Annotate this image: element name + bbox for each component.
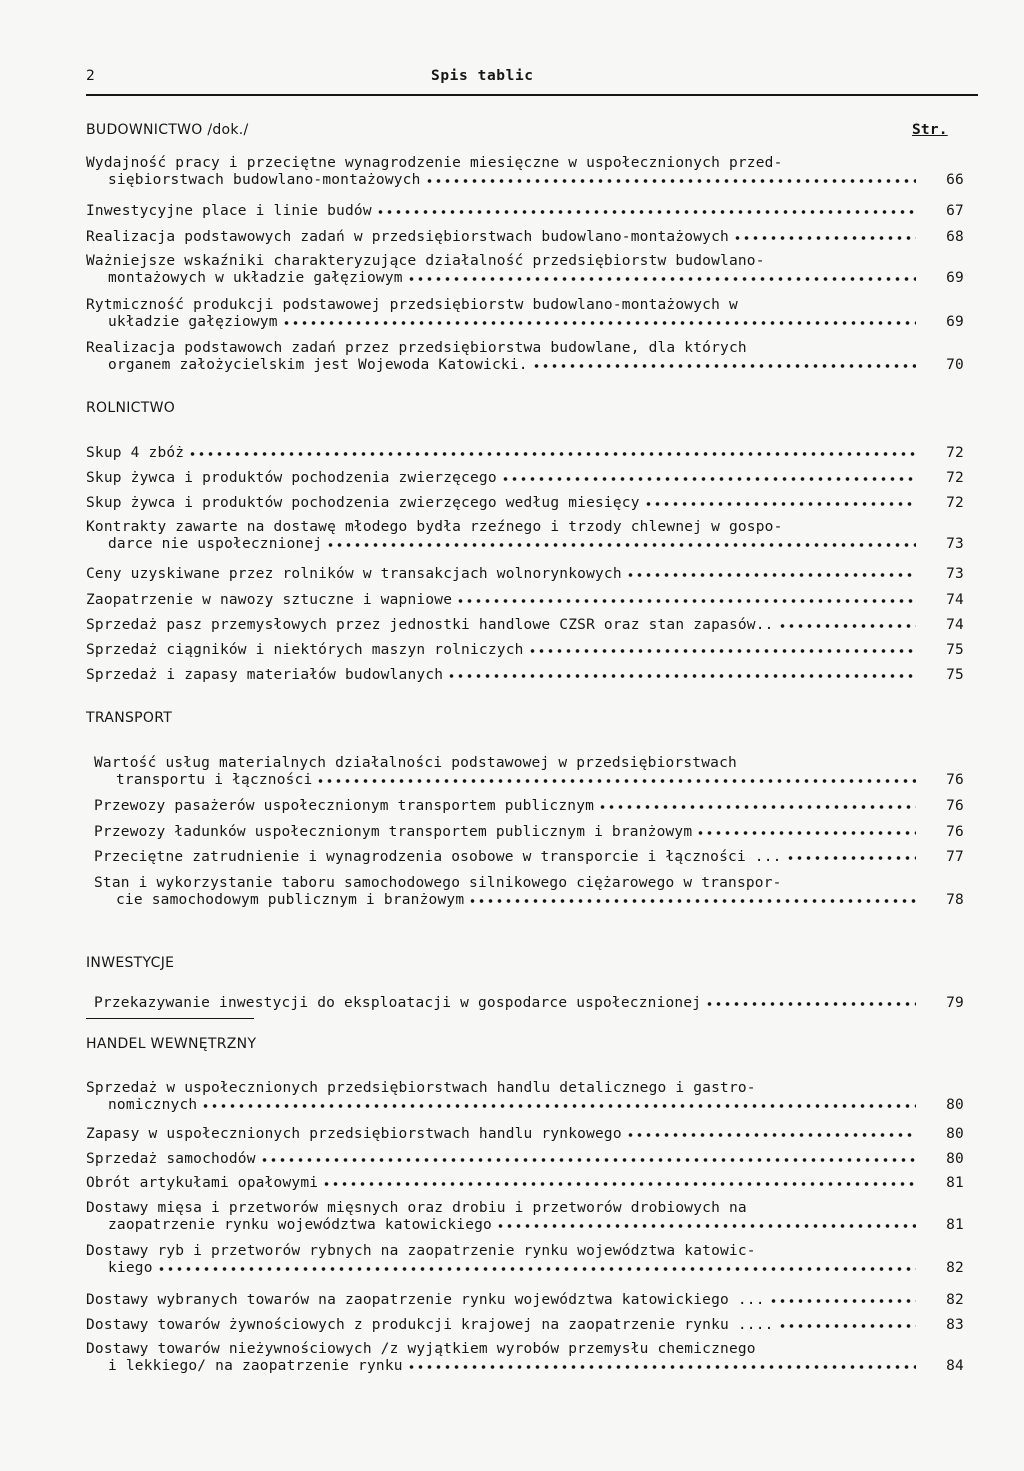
page-ref: 83 [946,1317,964,1333]
toc-entry: Sprzedaż ciągników i niektórych maszyn rolniczych 75 [86,642,964,658]
toc-entry: Wartość usług materialnych działalności podstawowej w przedsiębiorstwach transportu i łączności 76 [94,755,964,788]
dot-leader [326,543,916,547]
toc-entry: Obrót artykułami opałowymi 81 [86,1175,964,1191]
page-ref: 76 [946,824,964,840]
toc-entry: Ceny uzyskiwane przez rolników w transakcjach wolnorynkowych 73 [86,566,964,582]
toc-entry: Skup 4 zbóż 72 [86,445,964,461]
dot-leader [376,210,916,214]
dot-leader [322,1182,916,1186]
page-ref: 79 [946,995,964,1011]
dot-leader [316,779,916,783]
page-ref: 81 [946,1175,964,1191]
dot-leader [260,1158,916,1162]
toc-entry: Dostawy wybranych towarów na zaopatrzenie rynku województwa katowickiego ... 82 [86,1292,964,1308]
toc-entry: Przewozy pasażerów uspołecznionym transportem publicznym 76 [94,798,964,814]
toc-entry: Przeciętne zatrudnienie i wynagrodzenia osobowe w transporcie i łączności ... 77 [94,849,964,865]
section-title-rolnictwo: ROLNICTWO [86,400,176,416]
page-ref: 73 [946,536,964,552]
page-ref: 74 [946,617,964,633]
page-ref: 80 [946,1126,964,1142]
section-title-handel: HANDEL WEWNĘTRZNY [86,1036,257,1052]
toc-entry: Realizacja podstawowch zadań przez przedsiębiorstwa budowlane, dla których organem założycielskim jest Wojewoda Katowicki. 70 [86,340,964,373]
page-ref: 66 [946,172,964,188]
toc-entry: Ważniejsze wskaźniki charakteryzujące działalność przedsiębiorstw budowlano- montażowych w układzie gałęziowym 69 [86,253,964,286]
toc-entry: Rytmiczność produkcji podstawowej przedsiębiorstw budowlano-montażowych w układzie gałęziowym 69 [86,297,964,330]
dot-leader [778,624,916,628]
page-ref: 78 [946,892,964,908]
toc-entry: Dostawy towarów nieżywnościowych /z wyjątkiem wyrobów przemysłu chemicznego i lekkiego/ na zaopatrzenie rynku 84 [86,1341,964,1374]
dot-leader [644,502,916,506]
dot-leader [769,1299,916,1303]
page-ref: 68 [946,229,964,245]
dot-leader [468,899,916,903]
toc-entry: Sprzedaż i zapasy materiałów budowlanych 75 [86,667,964,683]
page-ref: 77 [946,849,964,865]
dot-leader [528,649,916,653]
page-ref: 75 [946,642,964,658]
toc-entry: Zaopatrzenie w nawozy sztuczne i wapniowe 74 [86,592,964,608]
toc-entry: Dostawy towarów żywnościowych z produkcji krajowej na zaopatrzenie rynku .... 83 [86,1317,964,1333]
toc-entry: Realizacja podstawowych zadań w przedsiębiorstwach budowlano-montażowych 68 [86,229,964,245]
toc-entry: Inwestycyjne place i linie budów 67 [86,203,964,219]
section-title-inwestycje: INWESTYCJE [86,955,175,971]
dot-leader [778,1324,916,1328]
dot-leader [456,599,916,603]
page-ref: 69 [946,270,964,286]
section-title-transport: TRANSPORT [86,710,173,726]
toc-entry: Skup żywca i produktów pochodzenia zwierzęcego według miesięcy 72 [86,495,964,511]
dot-leader [626,1133,916,1137]
page-ref: 70 [946,357,964,373]
dot-leader [425,179,916,183]
dot-leader [501,477,916,481]
page-ref: 76 [946,772,964,788]
dot-leader [407,277,916,281]
dot-leader [532,364,916,368]
page-ref: 73 [946,566,964,582]
page-ref: 72 [946,470,964,486]
page-ref: 75 [946,667,964,683]
toc-entry: Stan i wykorzystanie taboru samochodowego silnikowego ciężarowego w transpor- cie samochodowym publicznym i branżowym 78 [94,875,964,908]
dot-leader [157,1267,916,1271]
toc-entry: Skup żywca i produktów pochodzenia zwierzęcego 72 [86,470,964,486]
page-ref: 69 [946,314,964,330]
section-title-budownictwo: BUDOWNICTWO /dok./ [86,122,249,138]
toc-entry: Dostawy mięsa i przetworów mięsnych oraz drobiu i przetworów drobiowych na zaopatrzenie rynku województwa katowickiego 81 [86,1200,964,1233]
page-ref: 80 [946,1097,964,1113]
page-ref: 82 [946,1292,964,1308]
page-ref: 74 [946,592,964,608]
dot-leader [626,573,916,577]
toc-entry: Przekazywanie inwestycji do eksploatacji w gospodarce uspołecznionej 79 [94,995,964,1011]
dot-leader [407,1365,916,1369]
dot-leader [786,856,916,860]
toc-entry: Wydajność pracy i przeciętne wynagrodzenie miesięczne w uspołecznionych przed- siębiorstwach budowlano-montażowych 66 [86,155,964,188]
toc-entry: Sprzedaż w uspołecznionych przedsiębiorstwach handlu detalicznego i gastro- nomicznych 80 [86,1080,964,1113]
page-ref: 72 [946,495,964,511]
dot-leader [705,1002,916,1006]
toc-entry: Kontrakty zawarte na dostawę młodego bydła rzeźnego i trzody chlewnej w gospo- darce nie uspołecznionej 73 [86,519,964,552]
dot-leader [447,674,916,678]
page-ref: 72 [946,445,964,461]
header-title: Spis tablic [431,68,534,84]
dot-leader [696,831,916,835]
toc-entry: Zapasy w uspołecznionych przedsiębiorstwach handlu rynkowego 80 [86,1126,964,1142]
underline-rule [86,1018,254,1019]
page-ref: 76 [946,798,964,814]
page-ref: 82 [946,1260,964,1276]
page-header [86,66,978,96]
page-number: 2 [86,68,95,84]
toc-entry: Sprzedaż pasz przemysłowych przez jednostki handlowe CZSR oraz stan zapasów.. 74 [86,617,964,633]
dot-leader [496,1224,916,1228]
page-ref: 67 [946,203,964,219]
page-ref: 84 [946,1358,964,1374]
toc-entry: Przewozy ładunków uspołecznionym transportem publicznym i branżowym 76 [94,824,964,840]
dot-leader [598,805,916,809]
toc-entry: Sprzedaż samochodów 80 [86,1151,964,1167]
page-column-label: Str. [912,122,948,138]
dot-leader [188,452,916,456]
dot-leader [201,1104,916,1108]
toc-entry: Dostawy ryb i przetworów rybnych na zaopatrzenie rynku województwa katowic- kiego 82 [86,1243,964,1276]
dot-leader [733,236,916,240]
page-ref: 80 [946,1151,964,1167]
dot-leader [282,321,916,325]
page-ref: 81 [946,1217,964,1233]
